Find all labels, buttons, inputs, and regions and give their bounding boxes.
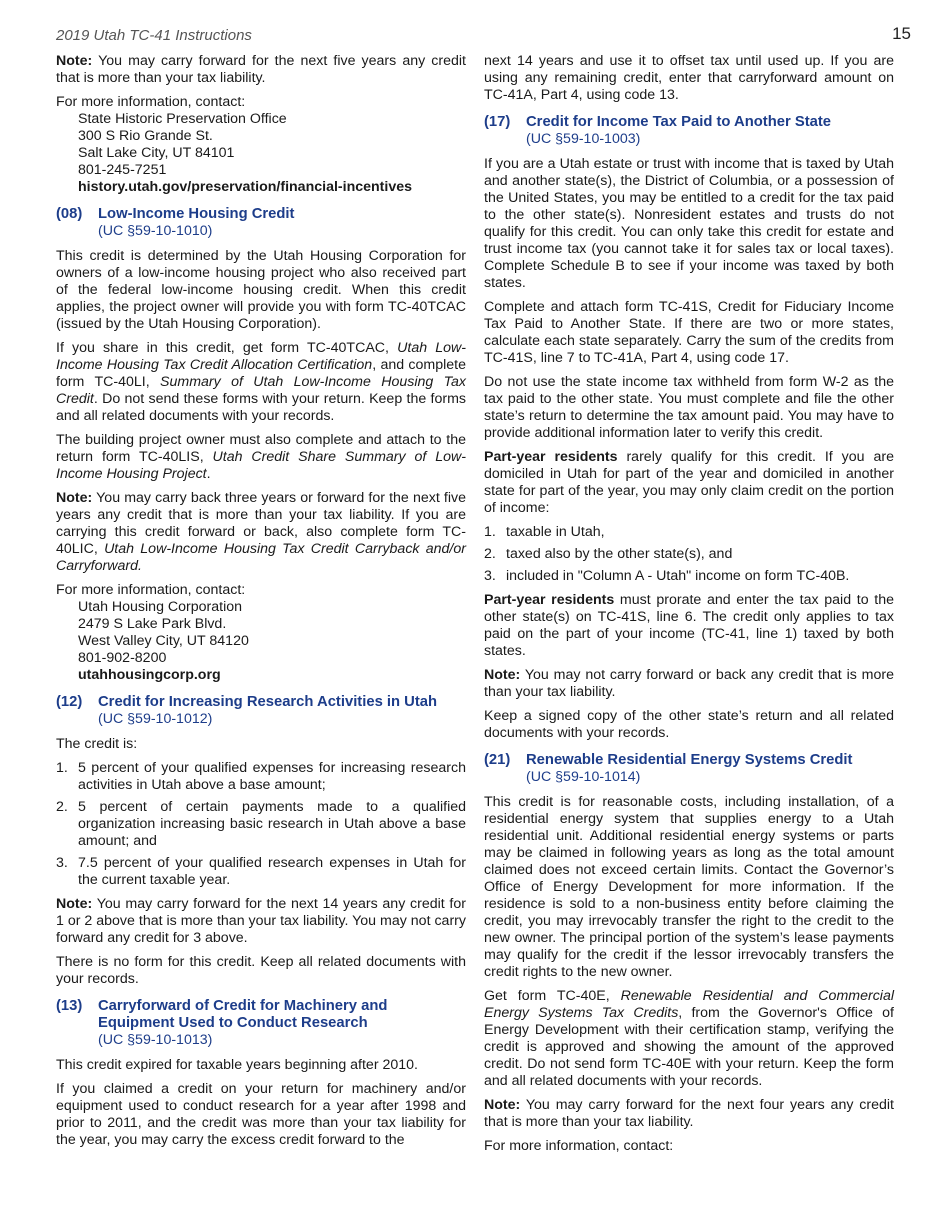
body-paragraph: If you are a Utah estate or trust with income that is taxed by Utah and another state(s), the District of Columbia, or a possession of the United States, you may be entitled to a credit for the tax paid to the other state(s). Nonresident estates and trusts do not qualify for this credit. You can only take this credit for estate and trust income tax (you cannot take it for sales tax or local taxes). Complete Schedule B to see if your income was taxed by both states. <box>484 156 894 291</box>
text-run: If you share in this credit, get form TC-40TCAC, <box>56 340 398 356</box>
numbered-list <box>56 760 466 889</box>
list-number: 2. <box>484 546 496 562</box>
list-item <box>56 855 466 889</box>
section-code: (UC §59-10-1012) <box>98 711 213 727</box>
note-label: Note: <box>56 490 93 506</box>
form-title: Utah Low-Income Housing Tax Credit Carryback and/or Carryforward. <box>56 541 466 574</box>
form-title: Renewable Residential and Commercial Energy Systems Tax Credits <box>484 988 894 1021</box>
address-line: Utah Housing Corporation <box>78 599 243 615</box>
section-title: Credit for Income Tax Paid to Another State <box>526 114 832 130</box>
address-line: 801-902-8200 <box>78 650 167 666</box>
body-paragraph: Complete and attach form TC-41S, Credit for Fiduciary Income Tax Paid to Another State. If there are two or more states, calculate each state separately. Carry the sum of the credits from TC-41S, line 7 to TC-41A, Part 4, using code 17. <box>484 299 894 366</box>
body-paragraph: next 14 years and use it to offset tax until used up. If you are using any remaining credit, enter that carryforward amount on TC-41A, Part 4, using code 13. <box>484 53 894 103</box>
website-link[interactable]: utahhousingcorp.org <box>78 667 221 683</box>
section-title: Renewable Residential Energy Systems Credit <box>526 752 853 768</box>
list-item <box>484 568 894 585</box>
text-run: must prorate and enter the tax paid to the other state(s) on TC-41S, line 6. The credit only applies to tax paid on the part of your income (TC-41, line 1) taxed by both states. <box>484 592 894 659</box>
section-title: Carryforward of Credit for Machinery and Equipment Used to Conduct Research <box>98 998 388 1031</box>
text-run: rarely qualify for this credit. If you are domiciled in Utah for part of the year and domiciled in another state for part of the year, you may only claim credit on the portion of income: <box>484 449 894 516</box>
note-text: You may carry forward for the next five years any credit that is more than your tax liability. <box>56 53 466 86</box>
list-text: 5 percent of certain payments made to a qualified organization increasing basic research in Utah above a base amount; and <box>78 799 466 849</box>
list-text: 5 percent of your qualified expenses for increasing research activities in Utah above a base amount; <box>78 760 466 793</box>
section-number: (12) <box>56 694 83 710</box>
section-number: (13) <box>56 998 83 1014</box>
list-item <box>484 524 894 541</box>
form-title: Utah Credit Share Summary of Low-Income Housing Project <box>56 449 466 482</box>
body-paragraph: This credit is for reasonable costs, including installation, of a residential energy system that supplies energy to a Utah residential unit. Additional residential energy systems or parts may be claimed in following years as long as the total amount claimed does not exceed certain limits. Contact the Governor’s Office of Energy Development for more information. If the residence is sold to a non-business entity before claiming the credit, you may irrevocably transfer the right to the credit to the new owner. The principal portion of the system’s lease payments may qualify for the credit if the lessor irrevocably transfers the credit rights to the new owner. <box>484 794 894 980</box>
body-paragraph <box>56 432 466 483</box>
contact-intro: For more information, contact: <box>56 94 246 110</box>
list-text: 7.5 percent of your qualified research expenses in Utah for the current taxable year. <box>78 855 466 888</box>
address-line: 300 S Rio Grande St. <box>78 128 213 144</box>
page-number: 15 <box>892 24 911 43</box>
note-paragraph <box>484 1097 894 1131</box>
address-line: Salt Lake City, UT 84101 <box>78 145 235 161</box>
section-title: Low-Income Housing Credit <box>98 206 295 222</box>
note-text: You may carry back three years or forward for the next five years any credit that is more than your tax liability. If you are carrying this credit forward or back, also complete form TC-40LIC, <box>56 490 466 557</box>
note-paragraph <box>56 490 466 575</box>
section-heading-17 <box>484 114 894 148</box>
list-item <box>56 760 466 794</box>
body-paragraph: The credit is: <box>56 736 138 752</box>
address-line: State Historic Preservation Office <box>78 111 287 127</box>
body-paragraph: Keep a signed copy of the other state’s return and all related documents with your records. <box>484 708 894 741</box>
body-paragraph <box>484 592 894 660</box>
section-heading-12 <box>56 694 466 728</box>
left-column <box>56 53 466 1156</box>
text-run: , from the Governor's Office of Energy Development with their certification stamp, verifying the credit is approved and showing the amount of the approved credit. Do not send form TC-40E with your return. Keep the form and all related documents with your records. <box>484 1005 894 1089</box>
address-line: 801-245-7251 <box>78 162 167 178</box>
emphasis-label: Part-year residents <box>484 449 618 465</box>
body-paragraph: If you claimed a credit on your return for machinery and/or equipment used to conduct research for a year after 1998 and prior to 2011, and the credit was more than your tax liability for the year, you may carry the excess credit forward to the <box>56 1081 466 1148</box>
address-line: West Valley City, UT 84120 <box>78 633 249 649</box>
note-paragraph <box>56 896 466 947</box>
section-number: (21) <box>484 752 511 768</box>
note-label: Note: <box>484 667 521 683</box>
list-number: 1. <box>56 760 68 776</box>
contact-address-block <box>78 111 466 196</box>
note-text: You may not carry forward or back any credit that is more than your tax liability. <box>484 667 894 700</box>
form-title: Summary of Utah Low-Income Housing Tax Credit <box>56 374 466 407</box>
emphasis-label: Part-year residents <box>484 592 615 608</box>
body-paragraph <box>56 340 466 425</box>
section-title: Credit for Increasing Research Activities in Utah <box>98 694 438 710</box>
body-paragraph <box>484 988 894 1090</box>
body-paragraph: This credit expired for taxable years beginning after 2010. <box>56 1057 418 1073</box>
note-text: You may carry forward for the next four years any credit that is more than your tax liability. <box>484 1097 894 1130</box>
text-run: The building project owner must also complete and attach to the return form TC-40LIS, <box>56 432 466 465</box>
website-link[interactable]: history.utah.gov/preservation/financial-incentives <box>78 179 413 195</box>
text-run: . <box>206 466 211 482</box>
section-code: (UC §59-10-1010) <box>98 223 213 239</box>
contact-intro: For more information, contact: <box>56 582 246 598</box>
section-code: (UC §59-10-1013) <box>98 1032 213 1048</box>
note-paragraph <box>484 667 894 701</box>
note-label: Note: <box>56 53 93 69</box>
list-number: 1. <box>484 524 496 540</box>
note-label: Note: <box>484 1097 521 1113</box>
running-header-title: 2019 Utah TC-41 Instructions <box>56 27 252 44</box>
section-number: (17) <box>484 114 511 130</box>
list-item <box>484 546 894 563</box>
section-code: (UC §59-10-1003) <box>526 131 641 147</box>
contact-intro: For more information, contact: <box>484 1138 674 1154</box>
numbered-list <box>484 524 894 585</box>
list-text: taxable in Utah, <box>506 524 605 540</box>
note-text: You may carry forward for the next 14 years any credit for 1 or 2 above that is more than your tax liability. You may not carry forward any credit for 3 above. <box>56 896 466 946</box>
text-run: , and complete form TC-40LI, <box>56 357 466 390</box>
section-number: (08) <box>56 206 83 222</box>
body-paragraph: Do not use the state income tax withheld from form W-2 as the tax paid to the other state. You must complete and file the other state’s return to determine the tax amount paid. You may have to provide additional information later to verify this credit. <box>484 374 894 441</box>
body-paragraph <box>484 449 894 517</box>
list-text: taxed also by the other state(s), and <box>506 546 733 562</box>
body-paragraph: This credit is determined by the Utah Housing Corporation for owners of a low-income housing project who also received part of the federal low-income housing credit. When this credit applies, the project owner will provide you with form TC-40TCAC (issued by the Utah Housing Corporation). <box>56 248 466 332</box>
address-line: 2479 S Lake Park Blvd. <box>78 616 227 632</box>
list-item <box>56 799 466 850</box>
list-number: 2. <box>56 799 68 815</box>
right-column <box>484 53 894 1162</box>
text-run: Get form TC-40E, <box>484 988 621 1004</box>
note-label: Note: <box>56 896 93 912</box>
section-code: (UC §59-10-1014) <box>526 769 641 785</box>
section-heading-21 <box>484 752 894 786</box>
list-number: 3. <box>56 855 68 871</box>
body-paragraph: There is no form for this credit. Keep all related documents with your records. <box>56 954 466 987</box>
list-number: 3. <box>484 568 496 584</box>
contact-address-block <box>78 599 466 684</box>
form-title: Utah Low-Income Housing Tax Credit Allocation Certification <box>56 340 466 373</box>
text-run: . Do not send these forms with your return. Keep the forms and all related documents with your records. <box>56 391 466 424</box>
section-heading-13 <box>56 998 466 1049</box>
list-text: included in "Column A - Utah" income on form TC-40B. <box>506 568 850 584</box>
section-heading-08 <box>56 206 466 240</box>
note-paragraph <box>56 53 466 87</box>
